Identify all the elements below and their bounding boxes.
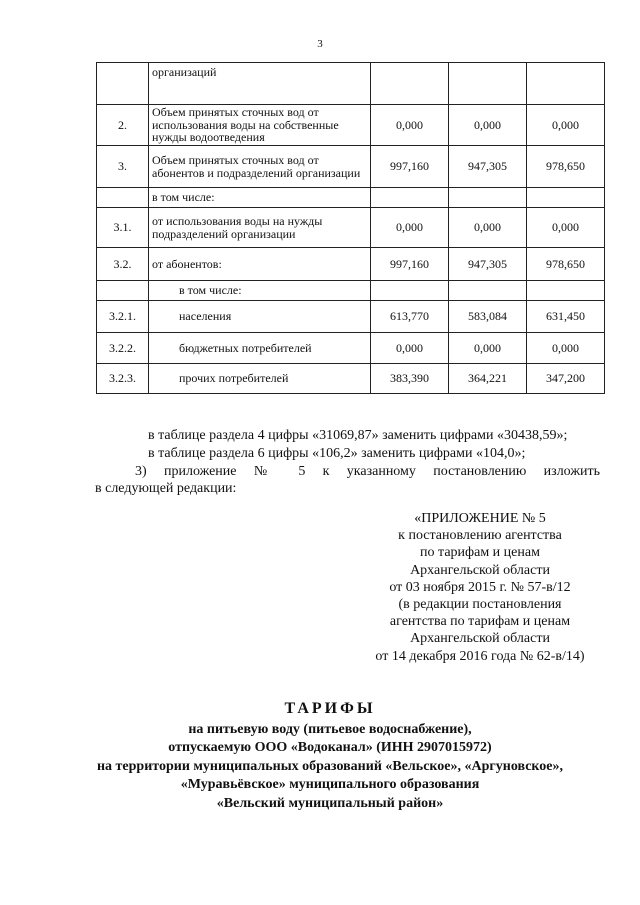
row-value-2: 947,305 [449,248,527,281]
row-number: 3.2.3. [97,364,149,394]
table-row [97,188,605,208]
title-line: отпускаемую ООО «Водоканал» (ИНН 2907015972) [168,740,492,755]
table-row [97,208,605,248]
row-value-3: 0,000 [527,208,605,248]
row-number: 3.2.2. [97,333,149,364]
table-row [97,281,605,301]
row-value-3: 978,650 [527,248,605,281]
row-value-2: 0,000 [449,105,527,146]
paragraph-section6: в таблице раздела 6 цифры «106,2» заменить цифрами «104,0»; [148,446,526,461]
row-value-2 [449,188,527,208]
row-value-3: 0,000 [527,105,605,146]
row-description: в том числе: [149,188,371,208]
appendix-line: к постановлению агентства [398,528,562,544]
appendix-line: Архангельской области [410,562,550,578]
row-value-1 [371,63,449,105]
row-value-1 [371,188,449,208]
row-description: в том числе: [149,281,371,301]
table-row [97,146,605,188]
row-value-3: 631,450 [527,301,605,333]
row-description: Объем принятых сточных вод от использования воды на собственные нужды водоотведения [149,105,371,146]
row-value-3: 978,650 [527,146,605,188]
row-value-2: 0,000 [449,208,527,248]
table-row [97,333,605,364]
row-value-1: 0,000 [371,208,449,248]
title-line: на питьевую воду (питьевое водоснабжение), [188,721,472,737]
row-number [97,63,149,105]
row-value-1: 0,000 [371,105,449,146]
row-value-3 [527,281,605,301]
row-description: от использования воды на нужды подразделений организации [149,208,371,248]
row-value-2: 364,221 [449,364,527,394]
row-description: Объем принятых сточных вод от абонентов и подразделений организации [149,146,371,188]
row-value-2: 947,305 [449,146,527,188]
row-value-1: 997,160 [371,146,449,188]
table-row [97,364,605,394]
row-value-1: 997,160 [371,248,449,281]
paragraph-item3-line2: в следующей редакции: [95,481,237,496]
row-value-3 [527,188,605,208]
row-number: 3.2. [97,248,149,281]
appendix-line: (в редакции постановления [398,597,562,613]
title-line: на территории муниципальных образований «Вельское», «Аргуновское», [96,758,564,774]
row-value-2: 0,000 [449,333,527,364]
appendix-line: агентства по тарифам и ценам [389,614,571,630]
table-row [97,248,605,281]
volume-table [96,62,605,394]
row-value-3 [527,63,605,105]
row-value-3: 0,000 [527,333,605,364]
row-number [97,281,149,301]
row-value-2 [449,281,527,301]
appendix-line: от 03 ноября 2015 г. № 57-в/12 [389,579,571,595]
paragraph-item3-line1: 3) приложение № 5 к указанному постановлению изложить [135,464,600,479]
row-value-1 [371,281,449,301]
row-description: от абонентов: [149,248,371,281]
row-description: бюджетных потребителей [149,333,371,364]
row-number: 3.2.1. [97,301,149,333]
paragraph-section4: в таблице раздела 4 цифры «31069,87» заменить цифрами «30438,59»; [148,428,568,443]
row-number: 2. [97,105,149,146]
appendix-header [340,510,620,665]
appendix-line: «ПРИЛОЖЕНИЕ № 5 [414,511,546,526]
row-description: населения [149,301,371,333]
page-number: 3 [317,38,323,50]
row-value-1: 613,770 [371,301,449,333]
row-number [97,188,149,208]
appendix-line: от 14 декабря 2016 года № 62-в/14) [375,648,585,664]
row-value-2 [449,63,527,105]
row-description: организаций [149,63,371,105]
row-value-1: 383,390 [371,364,449,394]
row-value-2: 583,084 [449,301,527,333]
row-value-3: 347,200 [527,364,605,394]
table-row [97,105,605,146]
tariff-title-block [60,700,600,813]
table-row [97,301,605,333]
row-value-1: 0,000 [371,333,449,364]
title-line: «Вельский муниципальный район» [216,795,444,811]
row-number: 3.1. [97,208,149,248]
tariff-heading: ТАРИФЫ [284,700,376,717]
row-number: 3. [97,146,149,188]
appendix-line: Архангельской области [410,631,550,647]
title-line: «Муравьёвское» муниципального образования [180,777,480,792]
row-description: прочих потребителей [149,364,371,394]
appendix-line: по тарифам и ценам [420,545,540,561]
table-row [97,63,605,105]
